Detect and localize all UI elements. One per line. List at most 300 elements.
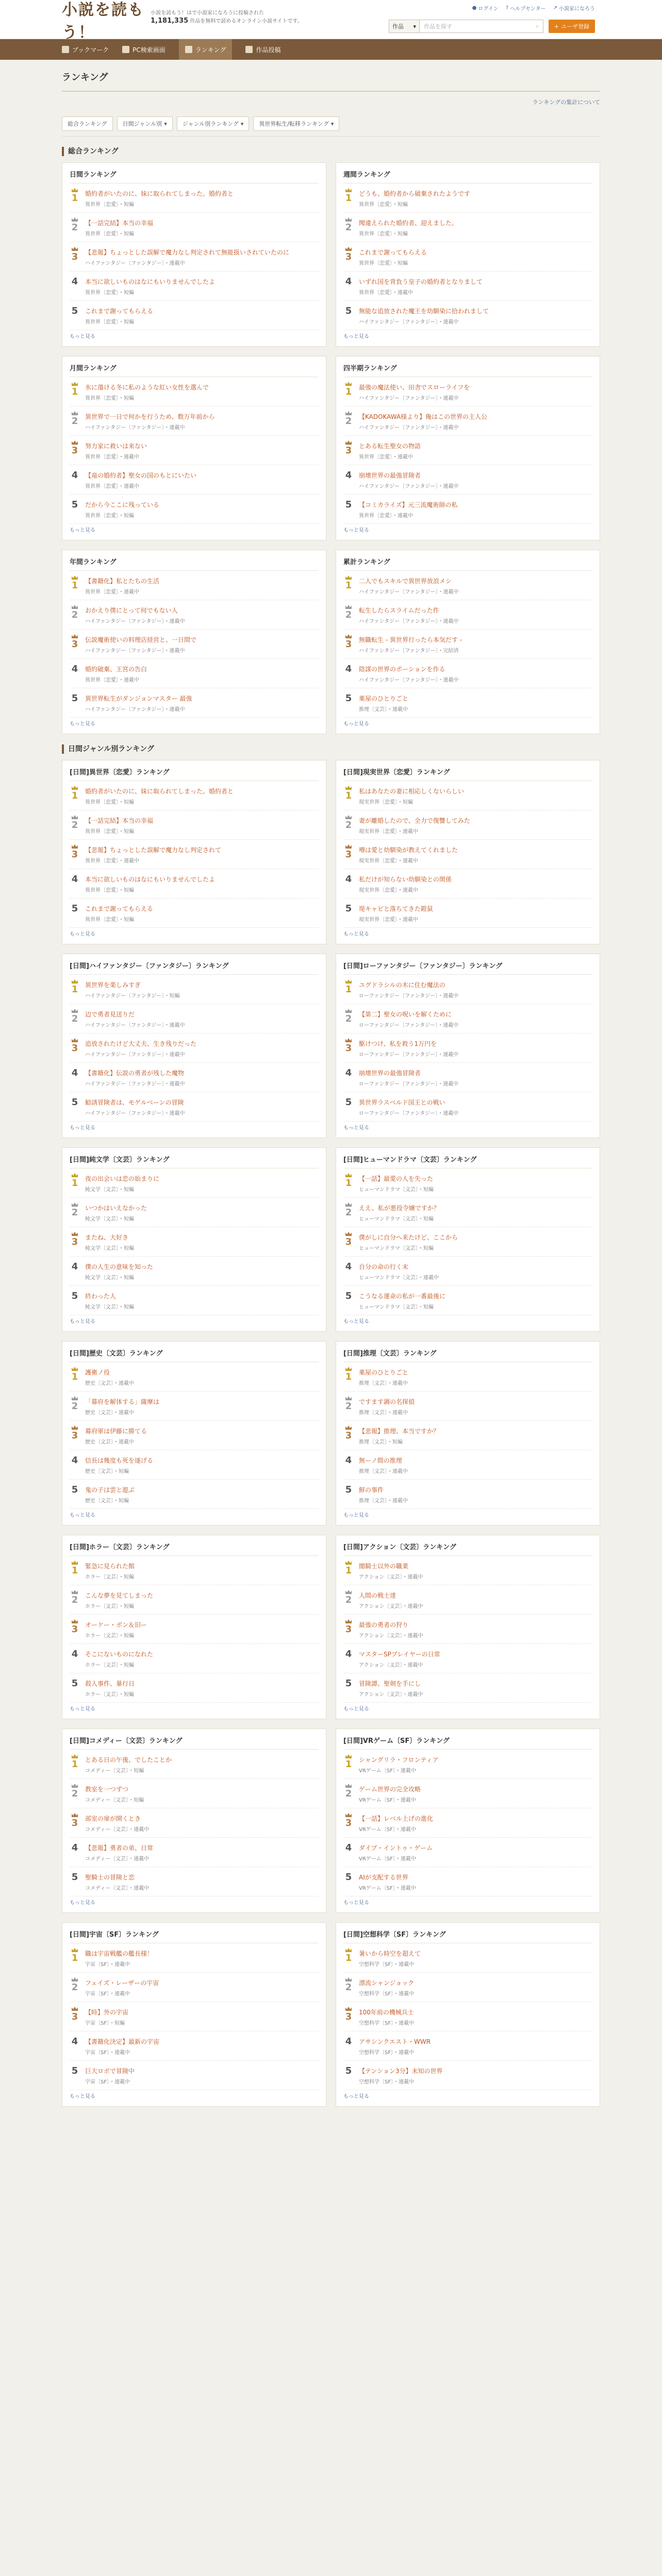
- entry-meta: VRゲーム〔SF〕・連載中: [359, 1768, 416, 1774]
- entry-title-link[interactable]: 【第二】聖女の呪いを解くために: [359, 1011, 452, 1018]
- entry-title-link[interactable]: 噂は愛と幼馴染が教えてくれました: [359, 846, 458, 854]
- ranking-entry: [343, 1779, 592, 1808]
- rank-number: [70, 1202, 80, 1222]
- entry-title-link[interactable]: 【悲報】推理、本当ですか？: [359, 1428, 440, 1435]
- entry-title-link[interactable]: シャングリラ・フロンティア: [359, 1756, 439, 1764]
- ranking-entry: [70, 2061, 319, 2090]
- ranking-card-title: 年間ランキング: [70, 556, 319, 571]
- rank-number: [343, 1977, 354, 1997]
- entry-title-link[interactable]: 聖騎士の冒険と恋: [85, 1874, 135, 1881]
- rank-value: 3: [71, 1818, 78, 1828]
- ranking-card: [62, 1341, 326, 1526]
- entry-title-link[interactable]: 僕の人生の意味を知った: [85, 1263, 154, 1270]
- entry-meta: ハイファンタジー〔ファンタジー〕・連載中: [359, 425, 459, 431]
- entry-title-link[interactable]: 【悲報】ちょっとした誤解で魔力なし判定されて: [85, 846, 222, 854]
- rank-number: [70, 1784, 80, 1803]
- ranking-entry: [343, 495, 592, 524]
- section-overall-title: 総合ランキング: [62, 147, 600, 156]
- ranking-entry: [343, 1480, 592, 1509]
- entry-text: [85, 306, 319, 325]
- entry-meta: 推理〔文芸〕・連載中: [359, 707, 408, 713]
- ranking-entry: [70, 301, 319, 330]
- entry-title-link[interactable]: 【一話】最愛の人を失った: [359, 1175, 434, 1182]
- ranking-entry: [343, 1615, 592, 1644]
- rank-value: 1: [71, 984, 78, 995]
- entry-title-link[interactable]: 幕府軍は伊藤に勝てる: [85, 1428, 147, 1435]
- entry-title-link[interactable]: だから今ここに残っている: [85, 501, 160, 509]
- entry-title-link[interactable]: これまで謝ってもらえる: [85, 308, 154, 315]
- rank-number: [343, 874, 354, 893]
- site-header: [0, 0, 662, 42]
- ranking-entry: [343, 869, 592, 899]
- entry-title-link[interactable]: いつかはいえなかった: [85, 1205, 147, 1212]
- rank-value: 3: [71, 1430, 78, 1441]
- crown-icon: [72, 1784, 78, 1788]
- entry-title-link[interactable]: 【悲報】勇者の弟、日常: [85, 1844, 154, 1852]
- entry-title-link[interactable]: 伝説魔術使いの料理店経営と、一日間で: [85, 636, 197, 643]
- rank-value: 1: [71, 193, 78, 204]
- entry-title-link[interactable]: 護衛ノ役: [85, 1369, 110, 1376]
- more-link[interactable]: もっと見る: [70, 1513, 95, 1518]
- entry-title-link[interactable]: 終わった人: [85, 1293, 116, 1300]
- entry-meta: アクション〔文芸〕・連載中: [359, 1574, 423, 1580]
- rank-value: 2: [71, 1207, 78, 1218]
- rank-value: 2: [345, 222, 352, 233]
- entry-meta: ハイファンタジー〔ファンタジー〕・連載中: [85, 425, 185, 431]
- entry-meta: 異世界〔恋愛〕・短編: [85, 829, 134, 835]
- entry-title-link[interactable]: 追放されたけど大丈夫、生き残りだった: [85, 1040, 197, 1047]
- more-link[interactable]: もっと見る: [343, 334, 369, 340]
- narou-link[interactable]: ↗ 小説家になろう: [553, 5, 595, 12]
- entry-text: [85, 1038, 319, 1058]
- more-link[interactable]: もっと見る: [70, 1706, 95, 1712]
- entry-meta: ローファンタジー〔ファンタジー〕・連載中: [359, 1081, 459, 1087]
- entry-title-link[interactable]: 陰謀の世界のポーションを作る: [359, 666, 445, 673]
- entry-title-link[interactable]: フェイズ・レーザーの宇宙: [85, 1979, 159, 1987]
- entry-title-link[interactable]: とある転生聖女の物語: [359, 443, 421, 450]
- ranking-entry: [70, 1198, 319, 1227]
- entry-title-link[interactable]: こうなる運命の私が一番最後に: [359, 1293, 446, 1300]
- rank-number: [70, 1842, 80, 1862]
- more-link[interactable]: もっと見る: [343, 1513, 369, 1518]
- ranking-entry: [343, 1257, 592, 1286]
- tab-isekai[interactable]: 異世界転生/転移ランキング ▾: [253, 116, 339, 131]
- search-icon: [122, 46, 129, 53]
- entry-title-link[interactable]: 異世界転生がダンジョンマスター 最強: [85, 695, 192, 702]
- entry-title-link[interactable]: 【竜の婚約者】聖女の国のもとにいたい: [85, 472, 197, 479]
- entry-title-link[interactable]: 【書籍化】私とたちの生活: [85, 578, 160, 585]
- ranking-entry: [343, 213, 592, 242]
- entry-title-link[interactable]: 【KADOKAWA様より】俺はこの世界の主人公: [359, 413, 488, 420]
- rank-number: [343, 2007, 354, 2026]
- rank-value: 2: [71, 222, 78, 233]
- rank-value: 2: [71, 416, 78, 427]
- more-link[interactable]: もっと見る: [70, 931, 95, 937]
- tab-genre[interactable]: ジャンル別ランキング ▾: [177, 116, 250, 131]
- entry-text: [85, 1948, 319, 1968]
- ranking-entry: [343, 1808, 592, 1838]
- entry-title-link[interactable]: 妻が離婚したので、全力で復讐してみた: [359, 817, 470, 824]
- register-button[interactable]: + ユーザ登録: [549, 20, 595, 33]
- entry-title-link[interactable]: 私だけが知らない幼馴染との関係: [359, 876, 452, 883]
- entry-title-link[interactable]: 異世界ラスベルド国王との戦い: [359, 1099, 445, 1106]
- entry-meta: 推理〔文芸〕・短編: [359, 1439, 403, 1445]
- ranking-entry: [343, 1867, 592, 1896]
- entry-text: [359, 382, 592, 401]
- entry-meta: 異世界〔恋愛〕・短編: [359, 261, 408, 266]
- entry-meta: ハイファンタジー〔ファンタジー〕・連載中: [359, 677, 459, 683]
- entry-title-link[interactable]: 無職転生 - 異世界行ったら本気だす -: [359, 636, 462, 643]
- more-link[interactable]: もっと見る: [70, 334, 95, 340]
- entry-meta: ヒューマンドラマ〔文芸〕・短編: [359, 1246, 434, 1251]
- entry-title-link[interactable]: 本当に欲しいものはなにもいりませんでしたよ: [85, 876, 216, 883]
- tab-overall[interactable]: 総合ランキング: [62, 116, 113, 131]
- entry-text: [359, 1038, 592, 1058]
- more-link[interactable]: もっと見る: [70, 528, 95, 533]
- rank-number: [70, 217, 80, 237]
- entry-meta: アクション〔文芸〕・連載中: [359, 1604, 423, 1609]
- entry-title-link[interactable]: 職は宇宙戦艦の艦長様！: [85, 1950, 154, 1957]
- entry-title-link[interactable]: 緊急に見られた館: [85, 1563, 135, 1570]
- entry-text: [359, 1455, 592, 1475]
- entry-meta: 空想科学〔SF〕・連載中: [359, 2050, 415, 2056]
- nav-pc-search[interactable]: PC検索画面: [122, 45, 166, 54]
- entry-meta: 歴史〔文芸〕・連載中: [85, 1439, 134, 1445]
- ranking-card: [62, 550, 326, 734]
- entry-title-link[interactable]: 駆けつけ、私を救う1万円を: [359, 1040, 437, 1047]
- entry-meta: 現実世界〔恋愛〕・連載中: [359, 888, 418, 893]
- entry-text: [85, 1561, 319, 1580]
- rank-value: 5: [71, 1872, 78, 1883]
- main-content: [62, 67, 600, 2107]
- entry-title-link[interactable]: 部室の扉が開くとき: [85, 1815, 141, 1822]
- ranking-entry: [343, 1092, 592, 1122]
- entry-title-link[interactable]: 氷に蕩ける冬に私のような紅い女性を選んで: [85, 384, 209, 391]
- more-link[interactable]: もっと見る: [343, 931, 369, 937]
- nav-post[interactable]: 作品投稿: [245, 45, 280, 54]
- ranking-entry: [343, 301, 592, 330]
- entry-title-link[interactable]: 二人でもスキルで異世界放浪メシ: [359, 578, 452, 585]
- entry-text: [359, 217, 592, 237]
- entry-text: [85, 844, 319, 864]
- search-bar: [389, 20, 595, 33]
- ranking-card-title: [日間]ホラー〔文芸〕ランキング: [70, 1541, 319, 1556]
- search-type-select[interactable]: 作品 ▾: [389, 20, 420, 33]
- entry-text: [359, 693, 592, 713]
- rank-number: [70, 1291, 80, 1310]
- entry-title-link[interactable]: 100年前の機械兵士: [359, 2009, 414, 2016]
- rank-value: 1: [71, 1371, 78, 1382]
- ranking-entry: [70, 1943, 319, 1973]
- entry-title-link[interactable]: これまで謝ってもらえる: [359, 249, 427, 256]
- ranking-entry: [343, 1392, 592, 1421]
- crown-icon: [72, 1038, 78, 1042]
- entry-title-link[interactable]: 転生したらスライムだった件: [359, 607, 439, 614]
- ranking-card: [336, 760, 600, 944]
- entry-title-link[interactable]: 堤キャビと落ちてきた鎧鼠: [359, 905, 433, 912]
- rank-value: 3: [345, 251, 352, 262]
- ranking-entry: [70, 975, 319, 1004]
- rank-number: [70, 1813, 80, 1833]
- ranking-entry: [343, 183, 592, 213]
- rank-number: [70, 2065, 80, 2085]
- rank-value: 5: [71, 1097, 78, 1108]
- page-title: ランキング: [62, 67, 600, 92]
- ranking-entry: [343, 1286, 592, 1315]
- rank-value: 4: [345, 276, 352, 287]
- entry-title-link[interactable]: 無ーノ間の推理: [359, 1457, 402, 1464]
- entry-meta: 現実世界〔恋愛〕・短編: [359, 800, 413, 805]
- entry-title-link[interactable]: ですます調の名探偵: [359, 1398, 415, 1405]
- entry-title-link[interactable]: これまで謝ってもらえる: [85, 905, 154, 912]
- rank-value: 4: [71, 664, 78, 674]
- rank-value: 2: [71, 820, 78, 831]
- entry-meta: 歴史〔文芸〕・連載中: [85, 1410, 134, 1416]
- entry-title-link[interactable]: とある日の午後、でしたことか: [85, 1756, 172, 1764]
- rank-value: 4: [71, 276, 78, 287]
- entry-meta: ローファンタジー〔ファンタジー〕・連載中: [359, 1111, 459, 1116]
- ranking-entry: [343, 406, 592, 436]
- crown-icon: [345, 411, 352, 415]
- search-input[interactable]: 作品を探す ⌕: [420, 20, 543, 33]
- entry-title-link[interactable]: 辺で勇者見送りだ: [85, 1011, 135, 1018]
- entry-meta: コメディー〔文芸〕・短編: [85, 1768, 144, 1774]
- ranking-card-title: [日間]純文学〔文芸〕ランキング: [70, 1154, 319, 1168]
- rank-number: [343, 276, 354, 296]
- tab-daily-genre[interactable]: 日間ジャンル別 ▾: [117, 116, 173, 131]
- entry-title-link[interactable]: 最強の勇者の狩り: [359, 1621, 409, 1629]
- entry-meta: 異世界〔恋愛〕・短編: [85, 513, 134, 519]
- entry-title-link[interactable]: 殺人事件、暴行日: [85, 1680, 135, 1687]
- rank-number: [70, 1561, 80, 1580]
- ranking-entry: [70, 1585, 319, 1615]
- entry-title-link[interactable]: 崩壊世界の最強冒険者: [359, 472, 421, 479]
- rank-number: [70, 440, 80, 460]
- rank-value: 2: [345, 1401, 352, 1412]
- more-link[interactable]: もっと見る: [343, 721, 369, 727]
- rank-value: 3: [71, 445, 78, 456]
- entry-title-link[interactable]: 【悲報】ちょっとした誤解で魔力なし判定されて無能扱いされていたのに: [85, 249, 290, 256]
- entry-title-link[interactable]: 僕がしに自分へ来たけど、ここから: [359, 1234, 458, 1241]
- entry-title-link[interactable]: 【書籍化】伝説の勇者が残した魔物: [85, 1070, 185, 1077]
- rank-number: [343, 1173, 354, 1193]
- more-link[interactable]: もっと見る: [70, 2094, 95, 2099]
- more-link[interactable]: もっと見る: [343, 528, 369, 533]
- entry-meta: ヒューマンドラマ〔文芸〕・連載中: [359, 1275, 439, 1281]
- entry-title-link[interactable]: 信長は幾度も死を遂げる: [85, 1457, 154, 1464]
- entry-title-link[interactable]: 暑いから時空を超えて: [359, 1950, 421, 1957]
- crown-icon: [72, 411, 78, 415]
- more-link[interactable]: もっと見る: [70, 1125, 95, 1131]
- crown-icon: [345, 575, 352, 580]
- ranking-entry: [70, 436, 319, 465]
- ranking-entry: [343, 688, 592, 718]
- entry-title-link[interactable]: 夜の出会いは恋の始まりに: [85, 1175, 160, 1182]
- more-link[interactable]: もっと見る: [343, 1900, 369, 1906]
- rank-number: [343, 2065, 354, 2085]
- entry-text: [85, 634, 319, 654]
- more-link[interactable]: もっと見る: [70, 721, 95, 727]
- site-name[interactable]: 小説を読もう！: [62, 1, 144, 42]
- entry-title-link[interactable]: 鬼の子は雲と遊ぶ: [85, 1486, 135, 1494]
- help-link[interactable]: ? ヘルプセンター: [505, 5, 546, 12]
- entry-text: [359, 276, 592, 296]
- crown-icon: [185, 46, 192, 53]
- more-link[interactable]: もっと見る: [70, 1319, 95, 1325]
- ranking-entry: [343, 465, 592, 495]
- rank-number: [70, 1948, 80, 1968]
- entry-title-link[interactable]: 【時】外の宇宙: [85, 2009, 129, 2016]
- entry-title-link[interactable]: ユグドラシルの木に住む魔法の: [359, 981, 445, 989]
- entry-title-link[interactable]: 【テンション3分】未知の世界: [359, 2067, 443, 2075]
- entry-title-link[interactable]: 教室を一つずつ: [85, 1786, 129, 1793]
- entry-text: [85, 1484, 319, 1504]
- ranking-entry: [343, 810, 592, 840]
- entry-title-link[interactable]: 崩壊世界の最強冒険者: [359, 1070, 421, 1077]
- crown-icon: [345, 1754, 352, 1758]
- entry-meta: 推理〔文芸〕・連載中: [359, 1469, 408, 1475]
- more-link[interactable]: もっと見る: [70, 1900, 95, 1906]
- ranking-entry: [343, 1750, 592, 1779]
- entry-title-link[interactable]: 異世界で一日で何かを行うため、数万年前から: [85, 413, 215, 420]
- entry-text: [359, 903, 592, 923]
- ranking-entry: [70, 869, 319, 899]
- crown-icon: [72, 188, 78, 192]
- entry-title-link[interactable]: そこにないものになれた: [85, 1651, 154, 1658]
- entry-title-link[interactable]: 【コミカライズ】元三流魔術師の私: [359, 501, 458, 509]
- entry-title-link[interactable]: オーケー・ボン＆旧ー: [85, 1621, 147, 1629]
- crown-icon: [72, 1396, 78, 1400]
- rank-value: 1: [71, 1953, 78, 1963]
- entry-meta: ハイファンタジー〔ファンタジー〕・連載中: [85, 1023, 185, 1028]
- entry-title-link[interactable]: 自分の命の行く末: [359, 1263, 409, 1270]
- entry-title-link[interactable]: 薬屋のひとりごと: [359, 1369, 409, 1376]
- entry-title-link[interactable]: こんな夢を見てしまった: [85, 1592, 154, 1599]
- entry-title-link[interactable]: 人間の戦士達: [359, 1592, 396, 1599]
- entry-meta: 異世界〔恋愛〕・連載中: [85, 589, 139, 595]
- rank-number: [343, 815, 354, 835]
- entry-title-link[interactable]: 「幕府を解体する」薩摩は: [85, 1398, 160, 1405]
- entry-title-link[interactable]: 異世界を楽しみすぎ: [85, 981, 141, 989]
- entry-text: [85, 1813, 319, 1833]
- ranking-card: [336, 356, 600, 540]
- entry-title-link[interactable]: 漂流シャンジョック: [359, 1979, 415, 1987]
- rank-value: 4: [71, 1261, 78, 1272]
- ranking-card-title: [日間]コメディー〔文芸〕ランキング: [70, 1735, 319, 1750]
- entry-title-link[interactable]: またね、大好き: [85, 1234, 129, 1241]
- ranking-entry: [343, 1198, 592, 1227]
- entry-meta: ハイファンタジー〔ファンタジー〕・完結済: [359, 648, 459, 654]
- entry-meta: ローファンタジー〔ファンタジー〕・連載中: [359, 993, 459, 999]
- crown-icon: [345, 1426, 352, 1430]
- genre-ranking-grid: [62, 760, 600, 2107]
- rank-value: 2: [71, 1982, 78, 1993]
- ranking-card: [336, 1728, 600, 1913]
- entry-text: [359, 1872, 592, 1891]
- rank-value: 4: [345, 874, 352, 885]
- entry-title-link[interactable]: 薬屋のひとりごと: [359, 695, 409, 702]
- rank-number: [70, 1754, 80, 1774]
- site-logo[interactable]: [62, 1, 144, 42]
- entry-title-link[interactable]: 勧誘冒険者は、モゲルベーンの冒険: [85, 1099, 184, 1106]
- rank-number: [70, 411, 80, 431]
- nav-ranking[interactable]: ランキング: [179, 39, 233, 60]
- crown-icon: [345, 440, 352, 445]
- entry-title-link[interactable]: マスターSPプレイヤーの日常: [359, 1651, 440, 1658]
- entry-text: [359, 844, 592, 864]
- login-link[interactable]: ● ログイン: [472, 5, 499, 12]
- entry-title-link[interactable]: どうも、婚約者から破棄されたようです: [359, 190, 471, 197]
- more-link[interactable]: もっと見る: [343, 1125, 369, 1131]
- more-link[interactable]: もっと見る: [343, 1706, 369, 1712]
- rank-number: [70, 786, 80, 805]
- entry-title-link[interactable]: ダイブ・イントゥ・ゲーム: [359, 1844, 433, 1852]
- entry-title-link[interactable]: 最強の魔法使い、田舎でスローライフを: [359, 384, 470, 391]
- entry-title-link[interactable]: 巨大ロボで冒険中: [85, 2067, 135, 2075]
- nav-bookmark[interactable]: ブックマーク: [62, 45, 109, 54]
- entry-meta: 宇宙〔SF〕・短編: [85, 2021, 125, 2026]
- rank-value: 5: [345, 1872, 352, 1883]
- entry-title-link[interactable]: 冒険譚、聖剣を手にし: [359, 1680, 421, 1687]
- crown-icon: [345, 1813, 352, 1817]
- more-link[interactable]: もっと見る: [343, 2094, 369, 2099]
- entry-title-link[interactable]: 【一話完結】本当の幸福: [85, 817, 154, 824]
- entry-meta: 宇宙〔SF〕・連載中: [85, 2050, 130, 2056]
- about-ranking-link[interactable]: ランキングの集計について: [532, 99, 600, 106]
- ranking-entry: [70, 1450, 319, 1480]
- entry-title-link[interactable]: 聞違えられた婚約者、迎えました。: [359, 219, 458, 227]
- ranking-entry: [343, 1585, 592, 1615]
- help-icon: ?: [505, 5, 509, 11]
- entry-title-link[interactable]: 私はあなたの妻に相応しくないらしい: [359, 788, 465, 795]
- entry-title-link[interactable]: 【一話完結】本当の幸福: [85, 219, 154, 227]
- entry-text: [359, 1009, 592, 1028]
- entry-text: [85, 2036, 319, 2056]
- entry-title-link[interactable]: 【書籍化決定】最新の宇宙: [85, 2038, 160, 2045]
- entry-text: [85, 382, 319, 401]
- entry-title-link[interactable]: 鮮の事件: [359, 1486, 384, 1494]
- entry-title-link[interactable]: おかえり僕にとって何でもない人: [85, 607, 178, 614]
- entry-title-link[interactable]: 婚約破棄、王宮の告白: [85, 666, 147, 673]
- ranking-entry: [343, 1450, 592, 1480]
- entry-title-link[interactable]: 本当に欲しいものはなにもいりませんでしたよ: [85, 278, 216, 285]
- rank-number: [70, 1678, 80, 1698]
- entry-title-link[interactable]: 無能な追放された魔王を幼馴染に拾われまして: [359, 308, 489, 315]
- entry-title-link[interactable]: 婚約者がいたのに、妹に取られてしまった。婚約者と: [85, 788, 234, 795]
- ranking-entry: [70, 1421, 319, 1450]
- entry-title-link[interactable]: ゲーム世界の完全攻略: [359, 1786, 421, 1793]
- entry-title-link[interactable]: アサシンクエスト・WWR: [359, 2038, 431, 2045]
- entry-title-link[interactable]: ええ、私が悪役令嬢ですか？: [359, 1205, 440, 1212]
- entry-meta: 宇宙〔SF〕・連載中: [85, 2079, 130, 2085]
- more-link[interactable]: もっと見る: [343, 1319, 369, 1325]
- crown-icon: [72, 440, 78, 445]
- entry-title-link[interactable]: 【一話】レベル上げの進化: [359, 1815, 434, 1822]
- entry-title-link[interactable]: AIが支配する世界: [359, 1874, 408, 1881]
- search-icon[interactable]: ⌕: [535, 23, 539, 29]
- ranking-entry: [343, 2031, 592, 2061]
- entry-title-link[interactable]: 努力家に救いは来ない: [85, 443, 147, 450]
- crown-icon: [72, 247, 78, 251]
- crown-icon: [345, 605, 352, 609]
- entry-title-link[interactable]: 闇騎士以外の職業: [359, 1563, 409, 1570]
- entry-title-link[interactable]: 婚約者がいたのに、妹に取られてしまった。婚約者と: [85, 190, 234, 197]
- crown-icon: [345, 1590, 352, 1594]
- entry-title-link[interactable]: いずれ国を背負う皇子の婚約者となりまして: [359, 278, 483, 285]
- ranking-entry: [343, 571, 592, 600]
- ranking-entry: [70, 1556, 319, 1585]
- ranking-card: [336, 162, 600, 347]
